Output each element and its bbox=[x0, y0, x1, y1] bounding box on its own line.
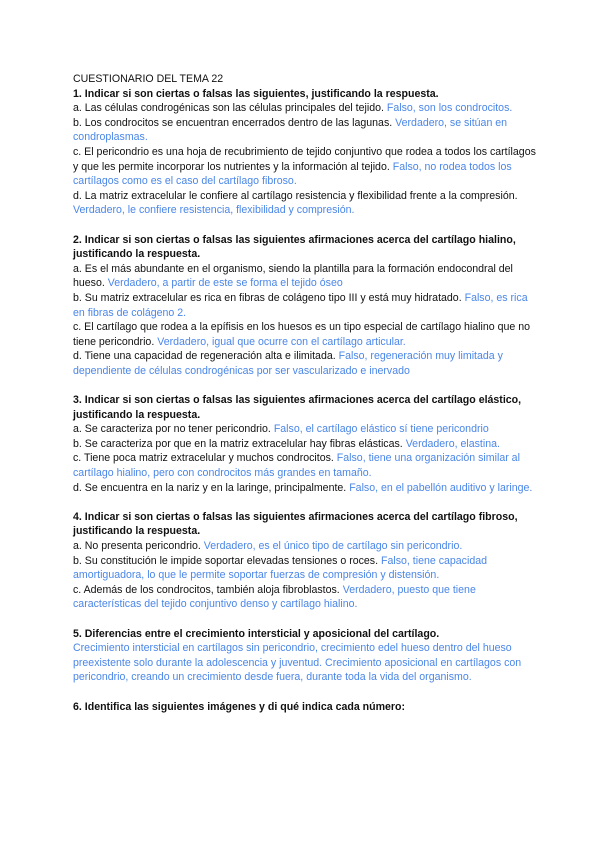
statement-3b bbox=[73, 437, 540, 452]
statement-1d bbox=[73, 189, 540, 218]
answer-text: Falso, en el pabellón auditivo y laringe. bbox=[349, 481, 533, 494]
question-2 bbox=[73, 233, 540, 379]
question-5-answer: Crecimiento intersticial en cartílagos sin pericondrio, crecimiento edel hueso dentro del hueso preexistente solo durante la adolescencia y juventud. Crecimiento aposicional en cartílagos con pericondrio, creando un crecimiento desde fuera, durante toda la vida del organismo. bbox=[73, 642, 522, 684]
statement-text: c. El cartílago que rodea a la epífisis en los huesos es un tipo especial de cartílago hialino que no tiene pericondrio. bbox=[73, 321, 531, 348]
statement-2b bbox=[73, 291, 540, 320]
question-6 bbox=[73, 700, 540, 715]
statement-3c bbox=[73, 451, 540, 480]
answer-text: Falso, es rica en fibras de colágeno 2. bbox=[73, 291, 528, 319]
answer-text: Verdadero, elastina. bbox=[405, 437, 500, 450]
answer-text: Verdadero, igual que ocurre con el cartílago articular. bbox=[157, 335, 406, 348]
statement-text: b. Su constitución le impide soportar elevadas tensiones o roces. bbox=[73, 554, 379, 567]
statement-4c bbox=[73, 583, 540, 612]
answer-text: Falso, no rodea todos los cartílagos como es el caso del cartílago fibroso. bbox=[73, 160, 512, 188]
statement-2d bbox=[73, 349, 540, 378]
statement-text: d. Se encuentra en la nariz y en la laringe, principalmente. bbox=[73, 481, 347, 494]
statement-text: b. Se caracteriza por que en la matriz extracelular hay fibras elásticas. bbox=[73, 437, 403, 450]
question-4 bbox=[73, 510, 540, 612]
question-1 bbox=[73, 87, 540, 218]
statement-3d bbox=[73, 481, 540, 496]
question-4-title: 4. Indicar si son ciertas o falsas las siguientes afirmaciones acerca del cartílago fibroso, justificando la respuesta. bbox=[73, 510, 518, 538]
answer-text: Falso, el cartílago elástico sí tiene pericondrio bbox=[273, 423, 489, 436]
statement-text: b. Los condrocitos se encuentran encerrados dentro de las lagunas. bbox=[73, 116, 393, 129]
question-1-title: 1. Indicar si son ciertas o falsas las siguientes, justificando la respuesta. bbox=[73, 87, 439, 100]
answer-text: Verdadero, puesto que tiene características del tejido conjuntivo denso y cartílago hialino. bbox=[73, 583, 476, 611]
statement-text: a. Las células condrogénicas son las células principales del tejido. bbox=[73, 102, 384, 115]
document-title: CUESTIONARIO DEL TEMA 22 bbox=[73, 73, 224, 85]
answer-text: Falso, tiene capacidad amortiguadora, lo que le permite soportar fuerzas de compresión y distensión. bbox=[73, 554, 488, 582]
question-5 bbox=[73, 627, 540, 685]
statement-text: d. La matriz extracelular le confiere al cartílago resistencia y flexibilidad frente a la compresión. bbox=[73, 189, 518, 202]
answer-text: Verdadero, a partir de este se forma el tejido óseo bbox=[107, 277, 343, 290]
question-2-title: 2. Indicar si son ciertas o falsas las siguientes afirmaciones acerca del cartílago hialino, justificando la respuesta. bbox=[73, 233, 516, 261]
statement-2a bbox=[73, 262, 540, 291]
statement-4a bbox=[73, 539, 540, 554]
statement-1a bbox=[73, 101, 540, 116]
question-6-title: 6. Identifica las siguientes imágenes y di qué indica cada número: bbox=[73, 700, 406, 713]
statement-1c bbox=[73, 145, 540, 189]
question-3 bbox=[73, 393, 540, 495]
statement-1b bbox=[73, 116, 540, 145]
statement-text: a. Es el más abundante en el organismo, siendo la plantilla para la formación endocondral del hueso. bbox=[73, 262, 513, 290]
question-3-title: 3. Indicar si son ciertas o falsas las siguientes afirmaciones acerca del cartílago elástico, justificando la respuesta. bbox=[73, 394, 522, 421]
answer-text: Verdadero, le confiere resistencia, flexibilidad y compresión. bbox=[73, 204, 355, 217]
statement-text: c. Tiene poca matriz extracelular y muchos condrocitos. bbox=[73, 452, 334, 465]
statement-text: a. No presenta pericondrio. bbox=[73, 540, 201, 552]
statement-text: c. El pericondrio es una hoja de recubrimiento de tejido conjuntivo que rodea a todos los cartílagos y que les permite incorporar los nutrientes y la información al tejido. bbox=[73, 145, 536, 173]
statement-2c bbox=[73, 320, 540, 349]
statement-text: d. Tiene una capacidad de regeneración alta e ilimitada. bbox=[73, 350, 336, 363]
statement-text: a. Se caracteriza por no tener pericondrio. bbox=[73, 423, 271, 436]
answer-text: Falso, tiene una organización similar al cartílago hialino, pero con condrocitos más grandes en tamaño. bbox=[73, 452, 520, 480]
statement-3a bbox=[73, 422, 540, 437]
answer-text: Verdadero, es el único tipo de cartílago sin pericondrio. bbox=[203, 540, 463, 552]
statement-text: b. Su matriz extracelular es rica en fibras de colágeno tipo III y está muy hidratado. bbox=[73, 291, 462, 304]
answer-text: Falso, son los condrocitos. bbox=[386, 102, 513, 115]
answer-text: Verdadero, se sitúan en condroplasmas. bbox=[73, 116, 508, 144]
question-5-title: 5. Diferencias entre el crecimiento intersticial y aposicional del cartílago. bbox=[73, 627, 440, 640]
statement-4b bbox=[73, 554, 540, 583]
statement-text: c. Además de los condrocitos, también aloja fibroblastos. bbox=[73, 583, 340, 596]
answer-text: Falso, regeneración muy limitada y dependiente de células condrogénicas por ser vascularizado e inervado bbox=[73, 350, 503, 377]
